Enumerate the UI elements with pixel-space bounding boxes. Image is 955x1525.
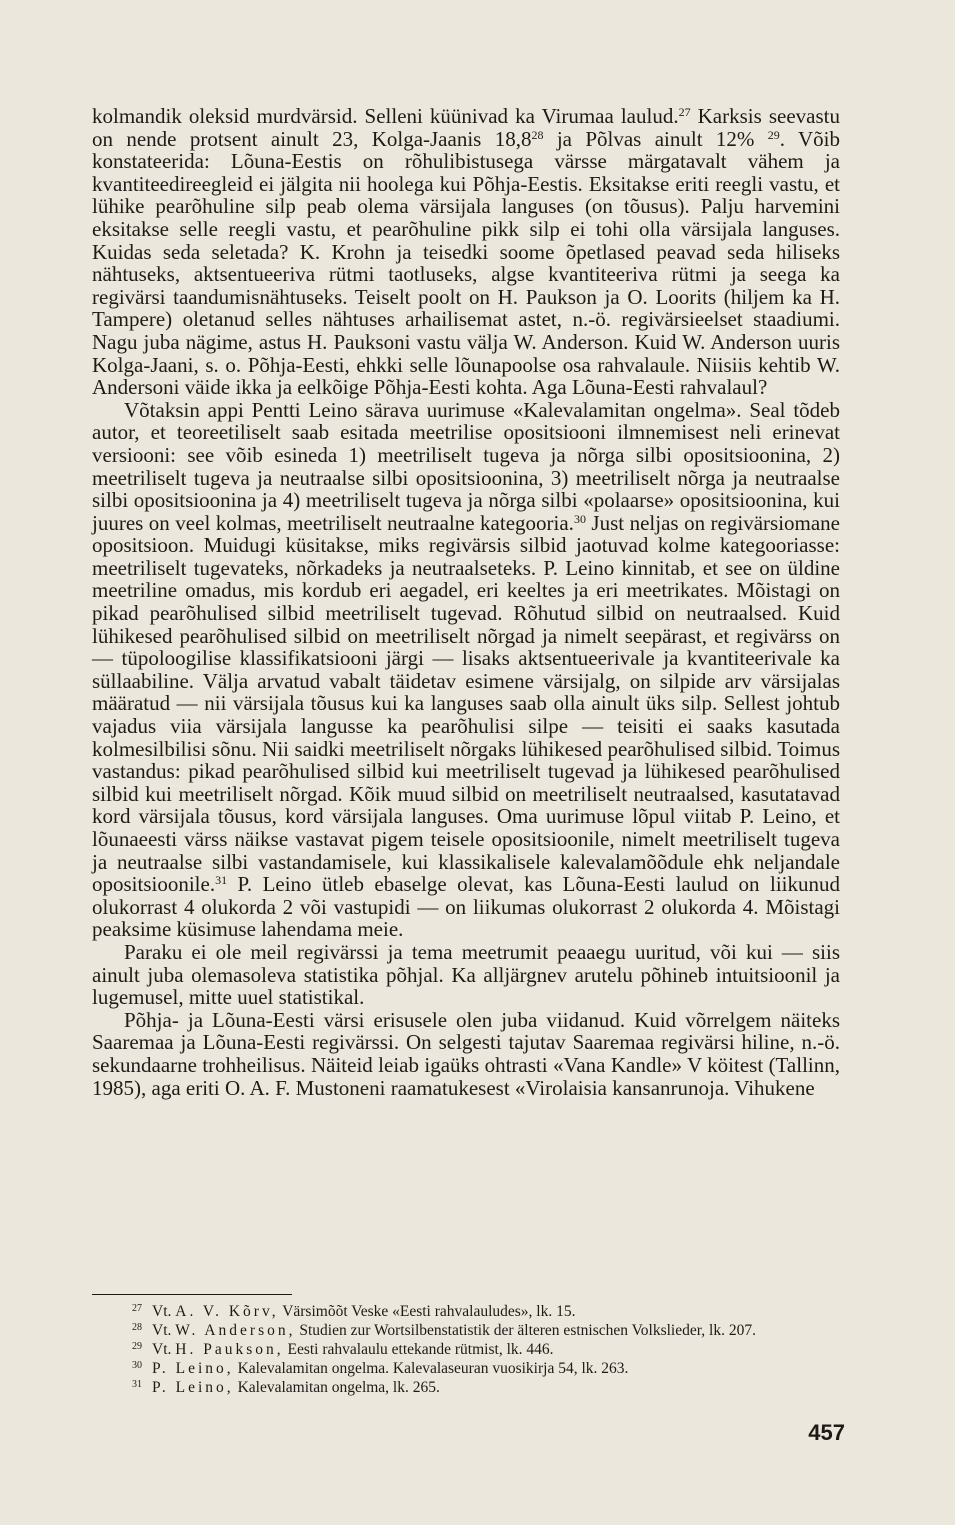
footnote-text: Kalevalamitan ongelma. Kalevalaseuran vuosikirja 54, lk. 263. — [233, 1360, 629, 1377]
footnote — [92, 1340, 840, 1359]
paragraph-text: ja Põlvas ainult 12% — [543, 126, 768, 151]
footnotes — [92, 1302, 840, 1397]
footnote — [92, 1359, 840, 1378]
footnote-text: Kalevalamitan ongelma, lk. 265. — [233, 1379, 440, 1396]
footnote-ref: 30 — [573, 511, 586, 526]
footnote-prefix: Vt. — [152, 1303, 176, 1320]
footnote-ref: 27 — [678, 105, 691, 119]
footnote-ref: 31 — [215, 873, 228, 888]
paragraph — [92, 941, 840, 1009]
footnote-number: 27 — [132, 1303, 142, 1314]
paragraph-text: Karksis seevastu on nende protsent ainult 23, Kolga-Jaanis 18,8 — [92, 104, 840, 151]
footnote-number: 31 — [132, 1379, 142, 1390]
paragraph — [92, 399, 840, 941]
paragraph — [92, 105, 840, 399]
paragraph-text: Põhja- ja Lõuna-Eesti värsi erisusele olen juba viidanud. Kuid võrrelgem näiteks Saaremaa ja Lõuna-Eesti regivärssi. On selgesti tajutav Saaremaa regivärsi hiline, n.-ö. sekundaarne trohheilisus. Näiteid leiab igaüks ohtrasti «Vana Kandle» V köitest (Tallinn, 1985), aga eriti O. A. F. Mustoneni raamatukesest «Virolaisia kansanrunoja. Vihukene — [92, 1007, 840, 1100]
footnote-author: A. V. Kõrv, — [175, 1303, 279, 1320]
body-text — [92, 105, 840, 1099]
footnote-text: Studien zur Wortsilbenstatistik der älteren estnischen Volkslieder, lk. 207. — [295, 1322, 756, 1339]
footnote-text: Värsimõõt Veske «Eesti rahvalauludes», lk. 15. — [278, 1303, 576, 1320]
footnote-ref: 29 — [767, 127, 780, 142]
footnote-prefix: Vt. — [152, 1341, 176, 1358]
footnote-prefix: Vt. — [152, 1322, 176, 1339]
footnote — [92, 1378, 840, 1397]
paragraph-text: Just neljas on regivärsiomane opositsioon. Muidugi küsitakse, miks regivärsis silbid jaotuvad kolme kategooriasse: meetriliselt tugevateks, nõrkadeks ja neutraalseteks. P. Leino kinnitab, et see on üldine meetriline omadus, mis kordub eri aegadel, eri keeltes ja eri meetrikates. Mõistagi on pikad pearõhulised silbid meetriliselt tugevad. Rõhutud silbid on neutraalsed. Kuid lühikesed pearõhulised silbid on meetriliselt nõrgad ja nimelt seepärast, et regivärss on — tüpoloogilise klassifikatsiooni järgi — lisaks aktsentueerivale ja kvantiteerivale ka süllaabiline. Välja arvatud vabalt täidetav esimene värsijalg, on silpide arv värsijalas määratud — nii värsijala tõusus kui ka languses saab olla ainult üks silp. Sellest johtub vajadus viia värsijala langusse ka pearõhulisi silpe — teisiti ei saaks kasutada kolmesilbilisi sõnu. Nii saidki meetriliselt nõrgaks lühikesed pearõhulised silbid. Toimus vastandus: pikad pearõhulised silbid kui meetriliselt tugevad ja lühikesed pearõhulised silbid kui meetriliselt nõrgad. Kõik muud silbid on meetriliselt neutraalsed, kasutatavad kord värsijala tõusus, kord värsijala languses. Oma uurimuse lõpul viitab P. Leino, et lõunaeesti värss näikse vastavat pigem teisele opositsioonile, nimelt meetriliselt tugeva ja neutraalse silbi vastandamisele, kui klassikalisele kalevalamõõdule ehk neljandale opositsioonile. — [92, 510, 841, 897]
footnote-number: 28 — [132, 1322, 142, 1333]
paragraph — [92, 1009, 840, 1099]
footnote-divider — [92, 1294, 292, 1295]
page-number: 457 — [808, 1420, 845, 1445]
paragraph-text: . Võib konstateerida: Lõuna-Eestis on rõhulibistusega värsse märgatavalt vähem ja kvantiteedireegleid ei jälgita nii hoolega kui Põhja-Eestis. Eksitakse eriti reegli vastu, et lühike pearõhuline silp peab olema värsijala languses (on tõusus). Palju harvemini eksitakse selle reegli vastu, et pearõhuline pikk silp ei tohi olla värsijala languses. Kuidas seda seletada? K. Krohn ja teisedki soome õpetlased peavad seda hiliseks nähtuseks, aktsentueeriva rütmi taotluseks, algse kvantiteeriva rütmi ja seega ka regivärsi taandumisnähtuseks. Teiselt poolt on H. Paukson ja O. Loorits (hiljem ka H. Tampere) oletanud selles nähtuses arhailisemat astet, n.-ö. regivärsieelset staadiumi. Nagu juba nägime, astus H. Pauksoni vastu välja W. Anderson. Kuid W. Anderson uuris Kolga-Jaani, s. o. Põhja-Eesti, ehkki selle lõunapoolse osa rahvalaule. Niisiis kehtib W. Andersoni väide ikka ja eelkõige Põhja-Eesti kohta. Aga Lõuna-Eesti rahvalaul? — [92, 126, 841, 400]
footnote-number: 30 — [132, 1360, 142, 1371]
footnote-ref: 28 — [531, 127, 544, 142]
paragraph-text: kolmandik oleksid murdvärsid. Selleni küünivad ka Virumaa laulud. — [92, 104, 679, 128]
footnote-author: P. Leino, — [152, 1360, 234, 1377]
footnote-number: 29 — [132, 1341, 142, 1352]
paragraph-text: Võtaksin appi Pentti Leino särava uurimuse «Kalevalamitan ongelma». Seal tõdeb autor, et teoreetiliselt saab esitada meetrilise opositsiooni ilmnemisest neli erinevat versiooni: see võib esineda 1) meetriliselt tugeva ja nõrga silbi opositsioonina, 2) meetriliselt tugeva ja neutraalse silbi opositsioonina, 3) meetriliselt nõrga ja neutraalse silbi opositsioonina ja 4) meetriliselt tugeva ja nõrga silbi «polaarse» opositsioonina, kui juures on veel kolmas, meetriliselt neutraalne kategooria. — [92, 397, 840, 535]
footnote — [92, 1321, 840, 1340]
paragraph-text: Paraku ei ole meil regivärssi ja tema meetrumit peaaegu uuritud, või kui — siis ainult juba olemasoleva statistika põhjal. Ka alljärgnev arutelu põhineb intuitsioonil ja lugemusel, mitte uuel statistikal. — [92, 939, 840, 1010]
footnote — [92, 1302, 840, 1321]
footnote-author: H. Paukson, — [175, 1341, 284, 1358]
footnote-author: P. Leino, — [152, 1379, 234, 1396]
footnote-text: Eesti rahvalaulu ettekande rütmist, lk. 446. — [283, 1341, 554, 1358]
footnote-author: W. Anderson, — [175, 1322, 296, 1339]
paragraph-text: P. Leino ütleb ebaselge olevat, kas Lõuna-Eesti laulud on liikunud olukorrast 4 olukorda 2 või vastupidi — on liikumas olukorrast 2 olukorda 4. Mõistagi peaksime küsimuse lahendama meie. — [92, 872, 840, 942]
